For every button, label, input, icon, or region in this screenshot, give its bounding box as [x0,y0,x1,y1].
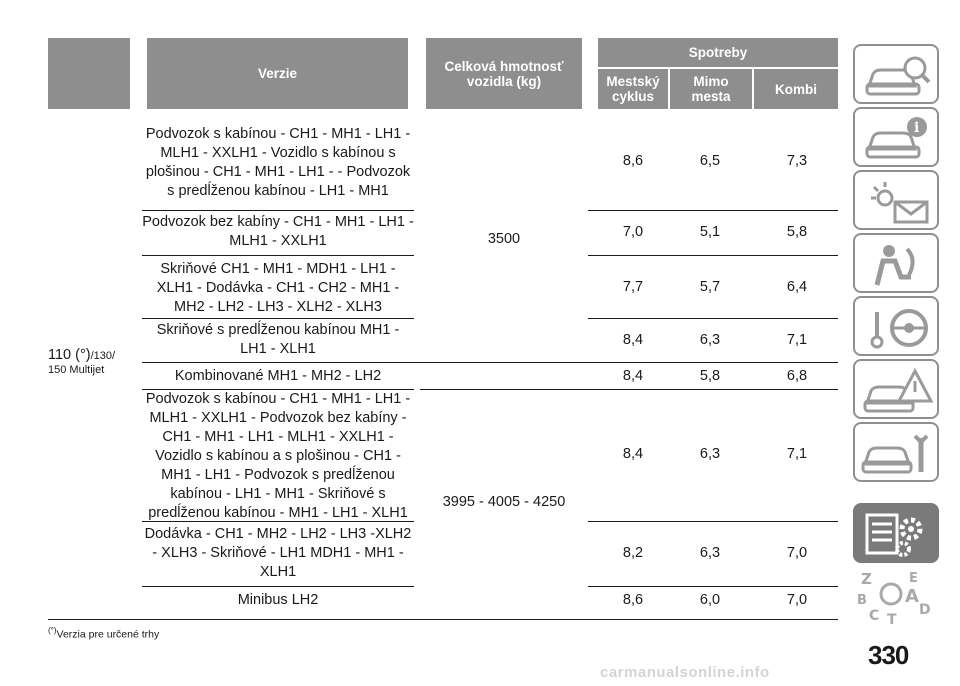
combined-value: 7,1 [786,332,808,348]
row-divider [142,521,414,522]
svg-text:Z: Z [861,570,872,588]
table-row-version [142,118,414,208]
row-divider [588,318,838,319]
table-row-version [142,366,414,386]
tab-emergency[interactable] [853,359,939,419]
engine-label-small: /130/ [90,350,116,362]
svg-text:D: D [919,602,931,618]
extra-urban-value: 5,1 [699,224,721,240]
page-number: 330 [868,640,909,670]
combined-value: 7,0 [786,545,808,561]
version-text: Kombinované MH1 - MH2 - LH2 [174,367,382,384]
svg-text:i: i [914,120,920,136]
row-divider [142,362,838,363]
version-text: Podvozok bez kabíny - CH1 - MH1 - LH1 - MLH1 - XXLH1 [142,214,414,249]
weight-value: 3995 - 4005 - 4250 [442,494,566,510]
header-urban-line1: Mestský [606,74,660,89]
extra-urban-value: 5,8 [699,368,721,384]
tab-starting-driving[interactable] [853,296,939,356]
version-text: Dodávka - CH1 - MH2 - LH2 - LH3 -XLH2 - XLH3 - Skriňové - LH1 MDH1 - MH1 -XLH1 [144,526,412,580]
header-blank-col1 [48,38,130,109]
version-text: Minibus LH2 [237,591,319,608]
tab-technical-data[interactable] [853,503,939,563]
seat-airbag-icon [855,235,941,295]
tab-car-info-search[interactable] [853,44,939,104]
row-divider [142,389,414,390]
engine-label [48,346,138,364]
row-divider [420,389,838,390]
header-extra-line1: Mimo [693,74,729,89]
combined-value: 7,0 [786,592,808,608]
header-urban-line2: cyklus [611,89,654,104]
row-divider [588,255,838,256]
table-row-version [142,525,414,582]
svg-text:T: T [887,612,897,628]
warning-lights-envelope-icon [855,172,941,232]
header-weight-line2: vozidla (kg) [466,73,542,89]
extra-urban-value: 6,3 [699,545,721,561]
watermark: carmanualsonline.info [600,664,770,681]
combined-value: 7,3 [786,153,808,169]
technical-data-gears-icon [855,505,941,565]
row-divider [588,586,838,587]
header-combined [754,69,838,109]
alphabet-index-icon [853,568,939,628]
weight-cell-1 [426,118,582,361]
urban-value: 7,0 [622,224,644,240]
footnote-text: Verzia pre určené trhy [56,628,160,641]
header-consumption [598,38,838,67]
table-bottom-rule [48,619,838,620]
car-wrench-icon [855,424,941,484]
header-consumption-label: Spotreby [688,45,748,60]
row-divider [588,521,838,522]
car-warning-triangle-icon [855,361,941,421]
combined-value: 6,4 [786,279,808,295]
header-version-label: Verzie [257,66,298,81]
svg-text:C: C [869,608,880,624]
footnote [48,626,159,641]
extra-urban-value: 6,5 [699,153,721,169]
car-info-icon [855,109,941,169]
weight-value: 3500 [487,231,521,247]
table-row-version [142,590,414,610]
table-row-version [142,213,414,251]
header-extra-line2: mesta [691,89,731,104]
table-row-version [142,390,414,521]
extra-urban-value: 5,7 [699,279,721,295]
row-divider [588,210,838,211]
weight-cell-2 [426,390,582,615]
header-total-weight [426,38,582,109]
tab-safety[interactable] [853,233,939,293]
combined-value: 6,8 [786,368,808,384]
header-extra-urban [670,69,752,109]
urban-value: 8,2 [622,545,644,561]
version-text: Skriňové CH1 - MH1 - MDH1 - LH1 - XLH1 - Dodávka - CH1 - CH2 - MH1 - MH2 - LH2 - LH3 - XLH2 - XLH3 [156,261,400,315]
extra-urban-value: 6,0 [699,592,721,608]
header-urban-cycle [598,69,668,109]
header-combined-label: Kombi [775,81,817,97]
extra-urban-value: 6,3 [699,332,721,348]
extra-urban-value: 6,3 [699,446,721,462]
engine-label-main: 110 (°) [48,347,91,363]
urban-value: 8,4 [622,332,644,348]
svg-text:A: A [905,586,919,607]
row-divider [142,255,414,256]
urban-value: 8,6 [622,592,644,608]
footnote-mark: (°) [48,626,57,635]
header-version [147,38,408,109]
tab-warning-lights[interactable] [853,170,939,230]
engine-label-sub: 150 Multijet [48,364,105,376]
combined-value: 5,8 [786,224,808,240]
urban-value: 8,6 [622,153,644,169]
svg-text:B: B [857,593,867,608]
combined-value: 7,1 [786,446,808,462]
version-text: Skriňové s predĺženou kabínou MH1 - LH1 - XLH1 [156,322,400,357]
row-divider [142,586,414,587]
car-info-magnifier-icon [855,46,941,106]
tab-car-info[interactable] [853,107,939,167]
version-text: Podvozok s kabínou - CH1 - MH1 - LH1 - MLH1 - XXLH1 - Podvozok bez kabíny - CH1 - MH1 - LH1 - MLH1 - XXLH1 - Vozidlo s kabínou a s plošinou - CH1 - MH1 - LH1 - Podvozok s predĺženou kabínou - LH1 - MH1 - Skriňové s predĺženou kabínou - MH1 - LH1 - XLH1 [145,390,411,521]
tab-maintenance[interactable] [853,422,939,482]
version-text: Podvozok s kabínou - CH1 - MH1 - LH1 - MLH1 - XXLH1 - Vozidlo s kabínou s plošinou - CH1 - MH1 - LH1 - - Podvozok s predĺženou kabínou - LH1 - MH1 [145,126,411,199]
table-row-version [142,260,414,317]
row-divider [142,318,414,319]
row-divider [142,210,414,211]
svg-text:E: E [909,571,918,586]
urban-value: 7,7 [622,279,644,295]
header-weight-line1: Celková hmotnosť [444,58,564,74]
table-row-version [142,321,414,359]
steering-wheel-key-icon [855,298,941,358]
urban-value: 8,4 [622,446,644,462]
tab-index[interactable] [853,568,939,628]
urban-value: 8,4 [622,368,644,384]
